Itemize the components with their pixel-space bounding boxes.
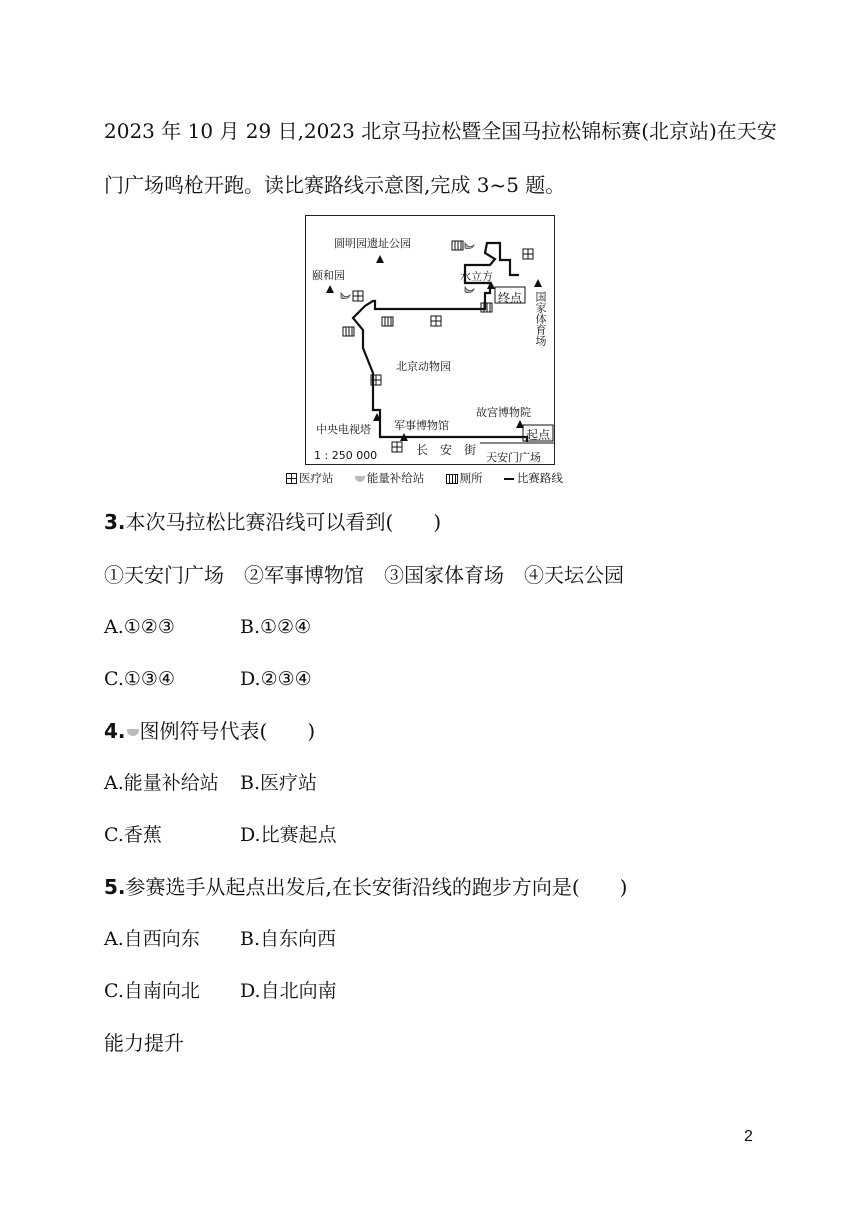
label-yuanmingyuan: 圆明园遗址公园	[334, 237, 411, 250]
energy-station-icon	[465, 243, 474, 249]
q4-option-b: B.医疗站	[240, 772, 318, 794]
q3-option-a: A.①②③	[104, 616, 175, 638]
intro-line-2: 门广场鸣枪开跑。读比赛路线示意图,完成 3~5 题。	[104, 173, 566, 197]
q4-option-c: C.香蕉	[104, 824, 162, 846]
section-heading: 能力提升	[104, 1031, 184, 1055]
route-line-icon	[504, 478, 514, 480]
energy-station-icon	[127, 729, 139, 736]
label-finish: 终点	[498, 291, 523, 305]
medical-station-icon	[392, 442, 402, 452]
medical-station-icon	[431, 316, 441, 326]
q4-option-a: A.能量补给站	[104, 772, 219, 794]
medical-station-icon	[523, 249, 533, 259]
legend-route: 比赛路线	[516, 471, 563, 485]
label-national-stadium: 国家体育场	[534, 291, 547, 346]
toilet-icon	[382, 317, 393, 326]
mountain-triangle-icon	[376, 255, 384, 263]
medical-station-icon	[286, 473, 297, 484]
label-changan-street: 长 安 街	[416, 443, 477, 457]
label-yiheyuan: 颐和园	[312, 269, 345, 282]
question-stem: 参赛选手从起点出发后,在长安街沿线的跑步方向是( )	[125, 875, 628, 899]
q4-option-d: D.比赛起点	[240, 824, 337, 846]
legend-medical: 医疗站	[299, 471, 334, 485]
q3-option-b: B.①②④	[240, 616, 312, 638]
marathon-route-map	[305, 215, 555, 465]
label-shuilifang: 水立方	[460, 270, 493, 283]
energy-station-icon	[355, 476, 365, 482]
q5-option-d: D.自北向南	[240, 980, 337, 1002]
question-number: 3.	[104, 510, 126, 534]
label-beijing-zoo: 北京动物园	[396, 360, 451, 373]
mountain-triangle-icon	[534, 279, 542, 287]
label-start: 起点	[526, 428, 551, 442]
toilet-icon	[481, 303, 492, 312]
question-number: 4.	[104, 719, 126, 743]
q3-option-c: C.①③④	[104, 668, 175, 690]
question-stem: 图例符号代表( )	[139, 719, 316, 743]
question-4	[104, 718, 315, 744]
map-legend	[286, 470, 563, 486]
toilet-icon	[343, 327, 354, 336]
label-tiananmen: 天安门广场	[486, 451, 541, 464]
label-military-museum: 军事博物馆	[394, 419, 449, 432]
energy-station-icon	[341, 293, 350, 299]
mountain-triangle-icon	[326, 285, 334, 293]
page-number: 2	[744, 1128, 753, 1145]
q5-option-b: B.自东向西	[240, 928, 337, 950]
label-scale: 1 : 250 000	[314, 449, 378, 462]
question-3	[104, 509, 441, 535]
intro-line-1: 2023 年 10 月 29 日,2023 北京马拉松暨全国马拉松锦标赛(北京站)在天安	[104, 119, 777, 143]
question-number: 5.	[104, 875, 126, 899]
medical-station-icon	[353, 291, 363, 301]
question-5	[104, 874, 627, 900]
legend-toilet: 厕所	[459, 471, 483, 485]
q5-option-c: C.自南向北	[104, 980, 200, 1002]
label-palace-museum: 故宫博物院	[476, 406, 531, 419]
q5-option-a: A.自西向东	[104, 928, 200, 950]
q3-option-d: D.②③④	[240, 668, 312, 690]
label-cctv-tower: 中央电视塔	[316, 423, 371, 436]
question-3-items: ①天安门广场 ②军事博物馆 ③国家体育场 ④天坛公园	[104, 563, 624, 587]
toilet-icon	[446, 474, 458, 484]
legend-energy: 能量补给站	[366, 471, 425, 485]
toilet-icon	[452, 241, 463, 250]
question-stem: 本次马拉松比赛沿线可以看到( )	[125, 510, 442, 534]
energy-station-icon	[465, 287, 474, 293]
